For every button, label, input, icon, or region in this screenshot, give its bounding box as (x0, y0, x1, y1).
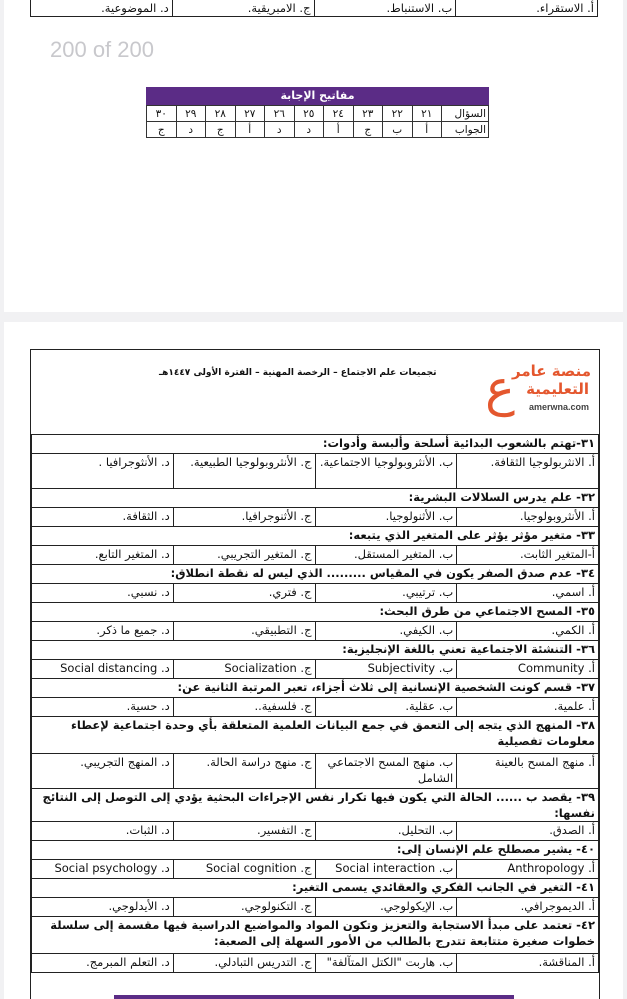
option-a: أ. منهج المسح بالعينة (457, 754, 599, 789)
option-c: ج. التدريس التبادلي. (173, 954, 315, 973)
option-b: ب. الأنثروبولوجيا الاجتماعية. (315, 454, 457, 489)
answer-keys-table (146, 105, 489, 138)
question-text: ٣٦- التنشئة الاجتماعية تعني باللغة الإنجليزية: (32, 641, 599, 660)
option-b: ب. عقلية. (315, 698, 457, 717)
options-row (32, 822, 599, 841)
answer-keys-title: مفاتيح الإجابة (146, 87, 489, 105)
question-text: ٣٥- المسح الاجتماعي من طرق البحث: (32, 603, 599, 622)
option-b: ب. منهج المسح الاجتماعي الشامل (315, 754, 457, 789)
option-d: د. Social distancing (32, 660, 174, 679)
page-counter: 200 of 200 (50, 37, 154, 62)
option-d: د. الأيدلوجي. (32, 898, 174, 917)
option-a: أ. الاستقراء. (456, 0, 598, 17)
option-c: ج. الأثنوجرافيا. (173, 508, 315, 527)
question-row (32, 917, 599, 954)
question-row (32, 565, 599, 584)
option-c: ج. فلسفية.. (173, 698, 315, 717)
question-text: ٣٨- المنهج الذي يتجه إلى التعمق في جمع البيانات العلمية المتعلقة بأي وحدة اجتماعية لإعطاء معلومات تفصيلية (32, 717, 599, 754)
question-row (32, 841, 599, 860)
question-row (32, 603, 599, 622)
option-c: ج. Social cognition (173, 860, 315, 879)
option-c: ج. الامبريقية. (172, 0, 314, 17)
option-c: ج. المتغير التجريبي. (173, 546, 315, 565)
option-a: أ. Anthropology (457, 860, 599, 879)
options-row (32, 454, 599, 489)
options-row (32, 508, 599, 527)
key-answer-cell: أ (412, 122, 442, 138)
option-a: أ. الانثربولوجيا الثقافة. (457, 454, 599, 489)
key-question-cell: ٢٢ (383, 106, 413, 122)
key-answer-cell: أ (324, 122, 354, 138)
key-answer-cell: أ (235, 122, 265, 138)
key-answer-cell: ج (206, 122, 236, 138)
option-c: ج. الأنثروبولوجيا الطبيعية. (173, 454, 315, 489)
answer-label: الجواب (442, 122, 489, 138)
option-d: د. المنهج التجريبي. (32, 754, 174, 789)
option-d: د. الثبات. (32, 822, 174, 841)
keys-question-row (147, 106, 489, 122)
key-question-cell: ٢٨ (206, 106, 236, 122)
key-question-cell: ٢٩ (176, 106, 206, 122)
answer-keys (146, 87, 489, 138)
option-a: أ. الديموجرافي. (457, 898, 599, 917)
question-text: ٣٩- يقصد ب ...... الحالة التي يكون فيها تكرار نفس الإجراءات البحثية يؤدي إلى التوصل إلى النتائج نفسها: (32, 789, 599, 822)
option-c: ج. Socialization (173, 660, 315, 679)
question-text: ٣٣- متغير مؤثر يؤثر على المتغير الذي يتبعه: (32, 527, 599, 546)
option-a: أ. اسمي. (457, 584, 599, 603)
question-text: ٤٠- يشير مصطلح علم الإنسان إلى: (32, 841, 599, 860)
option-d: د. Social psychology (32, 860, 174, 879)
option-b: ب. المتغير المستقل. (315, 546, 457, 565)
key-question-cell: ٢٧ (235, 106, 265, 122)
option-d: د. حسية. (32, 698, 174, 717)
question-row (32, 435, 599, 454)
option-b: ب. Social interaction (315, 860, 457, 879)
option-d: د. نسبي. (32, 584, 174, 603)
keys-answer-row (147, 122, 489, 138)
question-text: ٤١- التغير في الجانب الفكري والعقائدي يسمى التغير: (32, 879, 599, 898)
option-a: أ. علمية. (457, 698, 599, 717)
option-c: ج. فتري. (173, 584, 315, 603)
option-b: ب. هاربت "الكتل المتآلفة" (315, 954, 457, 973)
key-answer-cell: ج (147, 122, 177, 138)
key-question-cell: ٢٣ (353, 106, 383, 122)
option-c: ج. التفسير. (173, 822, 315, 841)
options-row (32, 898, 599, 917)
option-d: د. المتغير التابع. (32, 546, 174, 565)
page-frame (30, 349, 600, 999)
questions-table (31, 434, 599, 973)
question-text: ٣٤- عدم صدق الصفر يكون في المقياس ......... الذي ليس له نقطة انطلاق: (32, 565, 599, 584)
question-row (32, 879, 599, 898)
option-d: د. جميع ما ذكر. (32, 622, 174, 641)
options-row (32, 698, 599, 717)
question-text: ٣١-تهتم بالشعوب البدائية أسلحة وألبسة وأدوات: (32, 435, 599, 454)
option-c: ج. التطبيقي. (173, 622, 315, 641)
key-question-cell: ٣٠ (147, 106, 177, 122)
options-row (32, 660, 599, 679)
question-text: ٤٢- تعتمد على مبدأ الاستجابة والتعزيز وتكون المواد والمواضيع الدراسية فيها مقسمة إلى سلسلة خطوات صغيرة متتابعة تتدرج بالطالب من الأمور السهلة إلى الصعبة: (32, 917, 599, 954)
option-b: ب. التحليل. (315, 822, 457, 841)
key-answer-cell: د (294, 122, 324, 138)
option-a: أ. المناقشة. (457, 954, 599, 973)
option-b: ب. ترتيبي. (315, 584, 457, 603)
question-row (32, 679, 599, 698)
key-answer-cell: د (176, 122, 206, 138)
option-d: د. التعلم المبرمج. (32, 954, 174, 973)
option-d: د. الموضوعية. (31, 0, 173, 17)
question-label: السؤال (442, 106, 489, 122)
key-question-cell: ٢١ (412, 106, 442, 122)
logo-line2: التعليمية (526, 380, 589, 398)
option-b: ب. الأثنولوجيا. (315, 508, 457, 527)
logo-glyph-icon: ع (485, 359, 515, 417)
key-question-cell: ٢٤ (324, 106, 354, 122)
option-d: د. الأنثوجرافيا . (32, 454, 174, 489)
options-row (32, 622, 599, 641)
option-b: ب. Subjectivity (315, 660, 457, 679)
question-row (32, 489, 599, 508)
logo-line1: منصة عامر (511, 362, 591, 380)
logo (473, 360, 593, 424)
option-d: د. الثقافة. (32, 508, 174, 527)
option-a: أ. الصدق. (457, 822, 599, 841)
options-row (32, 954, 599, 973)
option-a: أ. الكمي. (457, 622, 599, 641)
options-row (32, 584, 599, 603)
question-row (32, 527, 599, 546)
option-c: ج. منهج دراسة الحالة. (173, 754, 315, 789)
options-row (32, 546, 599, 565)
option-b: ب. الإيكولوجي. (315, 898, 457, 917)
option-b: ب. الاستنباط. (314, 0, 456, 17)
key-answer-cell: ب (383, 122, 413, 138)
logo-url: amerwna.com (528, 402, 589, 412)
question-row (32, 641, 599, 660)
option-a: أ. Community (457, 660, 599, 679)
question-text: ٣٧- قسم كونت الشخصية الإنسانية إلى ثلاث أجزاء، تعبر المرتبة الثانية عن: (32, 679, 599, 698)
question-row (32, 717, 599, 754)
option-b: ب. الكيفي. (315, 622, 457, 641)
key-question-cell: ٢٦ (265, 106, 295, 122)
option-c: ج. التكنولوجي. (173, 898, 315, 917)
current-page (4, 322, 623, 999)
option-a: أ-المتغير الثابت. (457, 546, 599, 565)
document-title: تجميعات علم الاجتماع – الرخصة المهنية – الفترة الأولى ١٤٤٧هـ (159, 368, 437, 378)
option-a: أ. الأنثروبولوجيا. (457, 508, 599, 527)
options-row (32, 860, 599, 879)
page-header (31, 350, 599, 433)
previous-page (4, 0, 623, 312)
key-answer-cell: ج (353, 122, 383, 138)
key-question-cell: ٢٥ (294, 106, 324, 122)
previous-question-row (30, 0, 598, 17)
key-answer-cell: د (265, 122, 295, 138)
question-text: ٣٢- علم يدرس السلالات البشرية: (32, 489, 599, 508)
question-row (32, 789, 599, 822)
bottom-bar (114, 995, 514, 999)
options-row (32, 754, 599, 789)
